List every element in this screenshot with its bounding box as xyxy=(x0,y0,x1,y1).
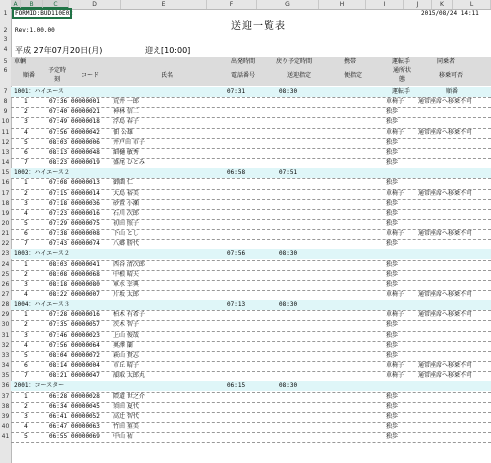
scheduled-time: 07:15 xyxy=(49,189,68,197)
transfer-note: 通常座席へ移乗不可 xyxy=(418,362,473,370)
seq-number: 2 xyxy=(24,321,28,329)
row-number[interactable]: 14 xyxy=(1,159,10,167)
table-row[interactable] xyxy=(11,260,491,270)
header-depart: 出発時間 xyxy=(231,58,256,65)
seq-number: 3 xyxy=(24,331,28,339)
scheduled-time: 07:49 xyxy=(49,118,68,126)
scheduled-time: 08:03 xyxy=(49,138,68,146)
row-number[interactable]: 1 xyxy=(3,10,8,17)
user-code: 00000014 xyxy=(71,189,100,197)
user-code: 00000048 xyxy=(71,148,100,156)
table-row[interactable] xyxy=(11,97,491,107)
mobility-status: 車椅子 xyxy=(386,189,405,197)
row-number[interactable]: 16 xyxy=(1,179,10,187)
scheduled-time: 08:14 xyxy=(49,362,68,370)
mobility-status: 車椅子 xyxy=(386,230,405,238)
user-code: 00000042 xyxy=(71,128,100,136)
row-number[interactable]: 4 xyxy=(3,46,8,53)
transfer-note: 通常座席へ移乗不可 xyxy=(418,98,473,106)
cell-grid[interactable] xyxy=(11,9,491,463)
return-time: 08:30 xyxy=(279,382,298,390)
row-number[interactable]: 15 xyxy=(1,169,10,177)
table-row[interactable] xyxy=(11,158,491,168)
header-companion: 同乗者 xyxy=(437,58,456,65)
report-title: 送迎一覧表 xyxy=(231,21,286,32)
scheduled-time: 08:08 xyxy=(49,270,68,278)
scheduled-time: 06:55 xyxy=(49,433,68,441)
user-name: 佃 公雄 xyxy=(113,128,133,136)
mobility-status: 独歩 xyxy=(386,412,399,420)
user-code: 00000069 xyxy=(71,433,100,441)
scheduled-time: 07:23 xyxy=(49,209,68,217)
seq-number: 1 xyxy=(24,311,28,319)
return-time: 07:51 xyxy=(279,169,298,177)
user-code: 00000041 xyxy=(71,260,100,268)
column-header-c[interactable]: C xyxy=(43,0,69,9)
seq-number: 7 xyxy=(24,159,28,167)
table-row[interactable] xyxy=(11,128,491,138)
depart-time: 07:31 xyxy=(227,88,246,95)
mobility-status: 独歩 xyxy=(386,148,399,156)
print-timestamp: 2015/08/24 14:11 xyxy=(421,10,479,17)
mobility-status: 独歩 xyxy=(386,260,399,268)
row-number[interactable]: 26 xyxy=(1,280,10,288)
seq-number: 5 xyxy=(24,433,28,441)
row-number[interactable]: 12 xyxy=(1,138,10,146)
user-name: 上山 俊哉 xyxy=(113,331,139,339)
scheduled-time: 07:29 xyxy=(49,219,68,227)
mobility-status: 車椅子 xyxy=(386,362,405,370)
mobility-status: 独歩 xyxy=(386,199,399,207)
column-header-b[interactable]: B xyxy=(21,0,43,9)
scheduled-time: 07:46 xyxy=(49,331,68,339)
user-code: 00000075 xyxy=(71,219,100,227)
row-number[interactable]: 30 xyxy=(1,321,10,329)
row-number[interactable]: 18 xyxy=(1,199,10,207)
user-name: 初田 照子 xyxy=(113,219,139,227)
companion-order-label: 順番 xyxy=(446,88,459,95)
mobility-status: 車椅子 xyxy=(386,98,405,106)
row-number[interactable]: 39 xyxy=(1,412,10,420)
user-name: 西谷 清次郎 xyxy=(113,260,145,268)
scheduled-time: 07:36 xyxy=(49,98,68,106)
seq-number: 3 xyxy=(24,199,28,207)
row-number[interactable]: 13 xyxy=(1,148,10,156)
vehicle-group-row[interactable] xyxy=(11,381,491,391)
depart-time: 07:13 xyxy=(227,301,246,309)
column-header-h[interactable]: H xyxy=(319,0,366,9)
user-name: 井戸田 市子 xyxy=(113,138,145,146)
user-code: 00000013 xyxy=(71,179,100,187)
table-row[interactable] xyxy=(11,320,491,330)
pickup-label: 迎え[10:00] xyxy=(145,46,191,55)
seq-number: 2 xyxy=(24,402,28,410)
table-row[interactable] xyxy=(11,209,491,219)
scheduled-time: 08:18 xyxy=(49,280,68,288)
row-number[interactable]: 36 xyxy=(1,382,10,390)
scheduled-time: 07:28 xyxy=(49,311,68,319)
user-code: 00000001 xyxy=(71,98,100,106)
row-number[interactable]: 9 xyxy=(3,108,8,116)
user-name: 韻取 太郎丸 xyxy=(113,372,145,380)
scheduled-time: 07:35 xyxy=(49,321,68,329)
scheduled-time: 07:43 xyxy=(49,240,68,248)
vehicle-group-row[interactable] xyxy=(11,168,491,178)
header-code: コード xyxy=(81,72,100,79)
scheduled-time: 06:41 xyxy=(49,412,68,420)
mobility-status: 独歩 xyxy=(386,433,399,441)
user-name: 市丘 晴子 xyxy=(113,362,139,370)
user-name: 萩山 貴志 xyxy=(113,351,139,359)
user-code: 00000028 xyxy=(71,392,100,400)
transfer-note: 通常座席へ移乗不可 xyxy=(418,189,473,197)
mobility-status: 独歩 xyxy=(386,118,399,126)
mobility-status: 独歩 xyxy=(386,321,399,329)
table-row[interactable] xyxy=(11,280,491,290)
scheduled-time: 07:40 xyxy=(49,108,68,116)
seq-number: 2 xyxy=(24,270,28,278)
seq-number: 5 xyxy=(24,351,28,359)
row-divider xyxy=(11,442,491,443)
header-pickup-designation: 送迎指定 xyxy=(287,72,312,79)
user-name: 神林 信二 xyxy=(113,108,139,116)
vehicle-label: 1002：ハイエース２ xyxy=(14,169,70,177)
transfer-note: 通常座席へ移乗不可 xyxy=(418,128,473,136)
vehicle-label: 1001：ハイエース xyxy=(14,88,64,95)
row-number[interactable]: 23 xyxy=(1,250,10,258)
table-row[interactable] xyxy=(11,239,491,249)
table-row[interactable] xyxy=(11,117,491,127)
table-row[interactable] xyxy=(11,178,491,188)
table-row[interactable] xyxy=(11,351,491,361)
row-number[interactable]: 33 xyxy=(1,351,10,359)
row-number[interactable]: 40 xyxy=(1,422,10,430)
vehicle-label: 1003：ハイエース２ xyxy=(14,250,70,258)
user-code: 00000057 xyxy=(71,321,100,329)
user-name: 大島 裕美 xyxy=(113,189,139,197)
table-row[interactable] xyxy=(11,371,491,381)
header-escort-status: 通所状態 xyxy=(392,67,411,83)
column-header-e[interactable]: E xyxy=(121,0,207,9)
header-name: 氏名 xyxy=(161,72,174,79)
row-number[interactable]: 31 xyxy=(1,331,10,339)
row-number[interactable]: 32 xyxy=(1,341,10,349)
row-number[interactable]: 11 xyxy=(1,128,10,136)
user-name: 奥澤 蘭 xyxy=(113,341,133,349)
table-row[interactable] xyxy=(11,412,491,422)
row-number[interactable]: 35 xyxy=(1,372,10,380)
vehicle-label: 1004：ハイエース３ xyxy=(14,301,70,309)
table-row[interactable] xyxy=(11,392,491,402)
scheduled-time: 08:23 xyxy=(49,159,68,167)
scheduled-time: 08:04 xyxy=(49,351,68,359)
scheduled-time: 07:18 xyxy=(49,199,68,207)
user-name: 石川 次郎 xyxy=(113,209,139,217)
user-code: 00000064 xyxy=(71,341,100,349)
user-name: 片坂 太郎 xyxy=(113,291,139,298)
vehicle-label: 2001：コースター xyxy=(14,382,65,390)
table-row[interactable] xyxy=(11,422,491,432)
row-number[interactable]: 20 xyxy=(1,219,10,227)
transfer-note: 通常座席へ移乗不可 xyxy=(418,372,473,380)
user-code: 00000052 xyxy=(71,412,100,420)
return-time: 08:30 xyxy=(279,88,298,95)
row-number[interactable]: 6 xyxy=(3,67,8,74)
user-code: 00000045 xyxy=(71,402,100,410)
scheduled-time: 06:28 xyxy=(49,392,68,400)
user-code: 00000074 xyxy=(71,240,100,248)
user-name: 八郷 勝代 xyxy=(113,240,139,248)
row-number[interactable]: 22 xyxy=(1,240,10,248)
user-name: 御薗 仁 xyxy=(113,179,133,187)
user-code: 00000016 xyxy=(71,209,100,217)
row-number[interactable]: 5 xyxy=(3,58,8,65)
header-transfer: 移乗可否 xyxy=(439,72,464,79)
table-row[interactable] xyxy=(11,199,491,209)
table-row[interactable] xyxy=(11,189,491,199)
user-name: 盛尾 ひとみ xyxy=(113,159,145,167)
driver-label: 運転手 xyxy=(392,88,411,95)
user-name: 荒井 一郎 xyxy=(113,98,139,106)
seq-number: 6 xyxy=(24,362,28,370)
user-name: 茨木 智子 xyxy=(113,321,139,329)
user-code: 00000019 xyxy=(71,159,100,167)
table-row[interactable] xyxy=(11,331,491,341)
header-seq: 順番 xyxy=(23,72,36,79)
seq-number: 4 xyxy=(24,128,28,136)
mobility-status: 独歩 xyxy=(386,159,399,167)
column-header-f[interactable]: F xyxy=(207,0,257,9)
header-mobile: 携帯 xyxy=(344,58,357,65)
seq-number: 5 xyxy=(24,219,28,227)
mobility-status: 独歩 xyxy=(386,341,399,349)
user-code: 00000023 xyxy=(71,331,100,339)
return-time: 08:30 xyxy=(279,250,298,258)
seq-number: 5 xyxy=(24,138,28,146)
depart-time: 06:58 xyxy=(227,169,246,177)
mobility-status: 独歩 xyxy=(386,138,399,146)
user-code: 00000047 xyxy=(71,372,100,380)
mobility-status: 車椅子 xyxy=(386,311,405,319)
mobility-status: 独歩 xyxy=(386,270,399,278)
user-name: 隈道 世之介 xyxy=(113,392,145,400)
scheduled-time: 06:47 xyxy=(49,422,68,430)
scheduled-time: 07:08 xyxy=(49,179,68,187)
header-row-1 xyxy=(11,57,491,66)
seq-number: 7 xyxy=(24,372,28,380)
column-header-k[interactable]: K xyxy=(432,0,453,9)
user-code: 00000008 xyxy=(71,230,100,238)
user-name: 軍水 幸典 xyxy=(113,280,139,288)
row-number[interactable]: 37 xyxy=(1,392,10,400)
user-code: 00000036 xyxy=(71,199,100,207)
transfer-note: 通常座席へ移乗不可 xyxy=(418,311,473,319)
table-row[interactable] xyxy=(11,229,491,239)
row-number[interactable]: 34 xyxy=(1,362,10,370)
column-header-d[interactable]: D xyxy=(69,0,121,9)
table-row[interactable] xyxy=(11,270,491,280)
row-number[interactable]: 41 xyxy=(1,433,10,441)
mobility-status: 車椅子 xyxy=(386,291,405,298)
scheduled-time: 08:13 xyxy=(49,148,68,156)
seq-number: 7 xyxy=(24,240,28,248)
seq-number: 4 xyxy=(24,209,28,217)
header-driver: 運転手 xyxy=(392,58,411,65)
header-return: 戻り予定時間 xyxy=(276,58,313,65)
scheduled-time: 07:56 xyxy=(49,128,68,136)
header-row-2 xyxy=(11,66,491,86)
row-number[interactable]: 28 xyxy=(1,301,10,309)
scheduled-time: 06:34 xyxy=(49,402,68,410)
user-name: 柏木 有希子 xyxy=(113,311,145,319)
mobility-status: 独歩 xyxy=(386,422,399,430)
row-number[interactable]: 19 xyxy=(1,209,10,217)
revision: Rev:1.00.00 xyxy=(15,27,55,34)
user-code: 00000021 xyxy=(71,108,100,116)
return-time: 08:30 xyxy=(279,301,298,309)
scheduled-time: 07:56 xyxy=(49,341,68,349)
scheduled-time: 07:38 xyxy=(49,230,68,238)
seq-number: 4 xyxy=(24,422,28,430)
seq-number: 3 xyxy=(24,280,28,288)
form-id: FORMID:BUD110E02 xyxy=(15,10,73,17)
seq-number: 1 xyxy=(24,179,28,187)
row-number[interactable]: 10 xyxy=(1,118,10,126)
seq-number: 4 xyxy=(24,291,28,298)
user-name: 砂置 小瀬 xyxy=(113,199,139,207)
table-row[interactable] xyxy=(11,310,491,320)
user-code: 00000068 xyxy=(71,270,100,278)
depart-time: 06:15 xyxy=(227,382,246,390)
user-name: 須田 夏代 xyxy=(113,402,139,410)
seq-number: 3 xyxy=(24,118,28,126)
user-code: 00000018 xyxy=(71,118,100,126)
column-header-j[interactable]: J xyxy=(404,0,432,9)
seq-number: 6 xyxy=(24,230,28,238)
row-number[interactable]: 24 xyxy=(1,260,10,268)
column-header-g[interactable]: G xyxy=(257,0,319,9)
scheduled-time: 08:03 xyxy=(49,260,68,268)
row-number[interactable]: 29 xyxy=(1,311,10,319)
table-row[interactable] xyxy=(11,361,491,371)
mobility-status: 車椅子 xyxy=(386,128,405,136)
user-code: 00000016 xyxy=(71,311,100,319)
user-name: 竹田 菫美 xyxy=(113,422,139,430)
row-number[interactable]: 38 xyxy=(1,402,10,410)
table-row[interactable] xyxy=(11,107,491,117)
selected-cell-cursor[interactable] xyxy=(12,8,72,19)
column-header-i[interactable]: I xyxy=(366,0,404,9)
seq-number: 1 xyxy=(24,392,28,400)
seq-number: 2 xyxy=(24,108,28,116)
vehicle-group-row[interactable] xyxy=(11,249,491,259)
row-number[interactable]: 27 xyxy=(1,291,10,298)
row-number[interactable]: 8 xyxy=(3,98,8,106)
row-number[interactable]: 3 xyxy=(3,36,8,43)
table-row[interactable] xyxy=(11,290,491,300)
vehicle-group-row[interactable] xyxy=(11,300,491,310)
mobility-status: 車椅子 xyxy=(386,372,405,380)
seq-number: 1 xyxy=(24,98,28,106)
seq-number: 3 xyxy=(24,412,28,420)
user-name: 高辻 智代 xyxy=(113,412,139,420)
mobility-status: 独歩 xyxy=(386,392,399,400)
user-name: 中山 祐 xyxy=(113,433,133,441)
column-header-l[interactable]: L xyxy=(453,0,491,9)
scheduled-time: 08:21 xyxy=(49,372,68,380)
seq-number: 4 xyxy=(24,341,28,349)
row-number[interactable]: 7 xyxy=(3,88,8,95)
user-name: 細樋 敏秀 xyxy=(113,148,139,156)
mobility-status: 独歩 xyxy=(386,402,399,410)
table-row[interactable] xyxy=(11,148,491,158)
transfer-note: 通常座席へ移乗不可 xyxy=(418,291,473,298)
table-row[interactable] xyxy=(11,341,491,351)
user-code: 00000072 xyxy=(71,351,100,359)
mobility-status: 独歩 xyxy=(386,280,399,288)
seq-number: 1 xyxy=(24,260,28,268)
user-code: 00000063 xyxy=(71,422,100,430)
header-phone: 電話番号 xyxy=(231,72,256,79)
mobility-status: 独歩 xyxy=(386,351,399,359)
mobility-status: 独歩 xyxy=(386,240,399,248)
column-header-a[interactable]: A xyxy=(11,0,21,9)
user-code: 00000007 xyxy=(71,291,100,298)
row-number[interactable]: 25 xyxy=(1,270,10,278)
table-row[interactable] xyxy=(11,219,491,229)
transfer-note: 通常座席へ移乗不可 xyxy=(418,230,473,238)
user-code: 00000080 xyxy=(71,280,100,288)
date-line: 平成 27年07月20日(月) xyxy=(15,46,103,55)
mobility-status: 独歩 xyxy=(386,209,399,217)
header-vehicle: 車輌 xyxy=(14,58,27,65)
user-name: 中根 晴夫 xyxy=(113,270,139,278)
header-scheduled: 予定時刻 xyxy=(47,67,66,83)
mobility-status: 独歩 xyxy=(386,179,399,187)
table-row[interactable] xyxy=(11,402,491,412)
scheduled-time: 08:22 xyxy=(49,291,68,298)
mobility-status: 独歩 xyxy=(386,108,399,116)
user-code: 00000004 xyxy=(71,362,100,370)
header-convenience: 便指定 xyxy=(344,72,363,79)
user-name: 浮島 春子 xyxy=(113,118,139,126)
mobility-status: 独歩 xyxy=(386,219,399,227)
seq-number: 6 xyxy=(24,148,28,156)
table-row[interactable] xyxy=(11,138,491,148)
vehicle-group-row[interactable] xyxy=(11,87,491,97)
mobility-status: 独歩 xyxy=(386,331,399,339)
user-code: 00000006 xyxy=(71,138,100,146)
row-number[interactable]: 21 xyxy=(1,230,10,238)
table-row[interactable] xyxy=(11,432,491,442)
depart-time: 07:56 xyxy=(227,250,246,258)
row-number[interactable]: 2 xyxy=(3,27,8,34)
user-name: 下山 とし xyxy=(113,230,139,238)
seq-number: 2 xyxy=(24,189,28,197)
row-number[interactable]: 17 xyxy=(1,189,10,197)
